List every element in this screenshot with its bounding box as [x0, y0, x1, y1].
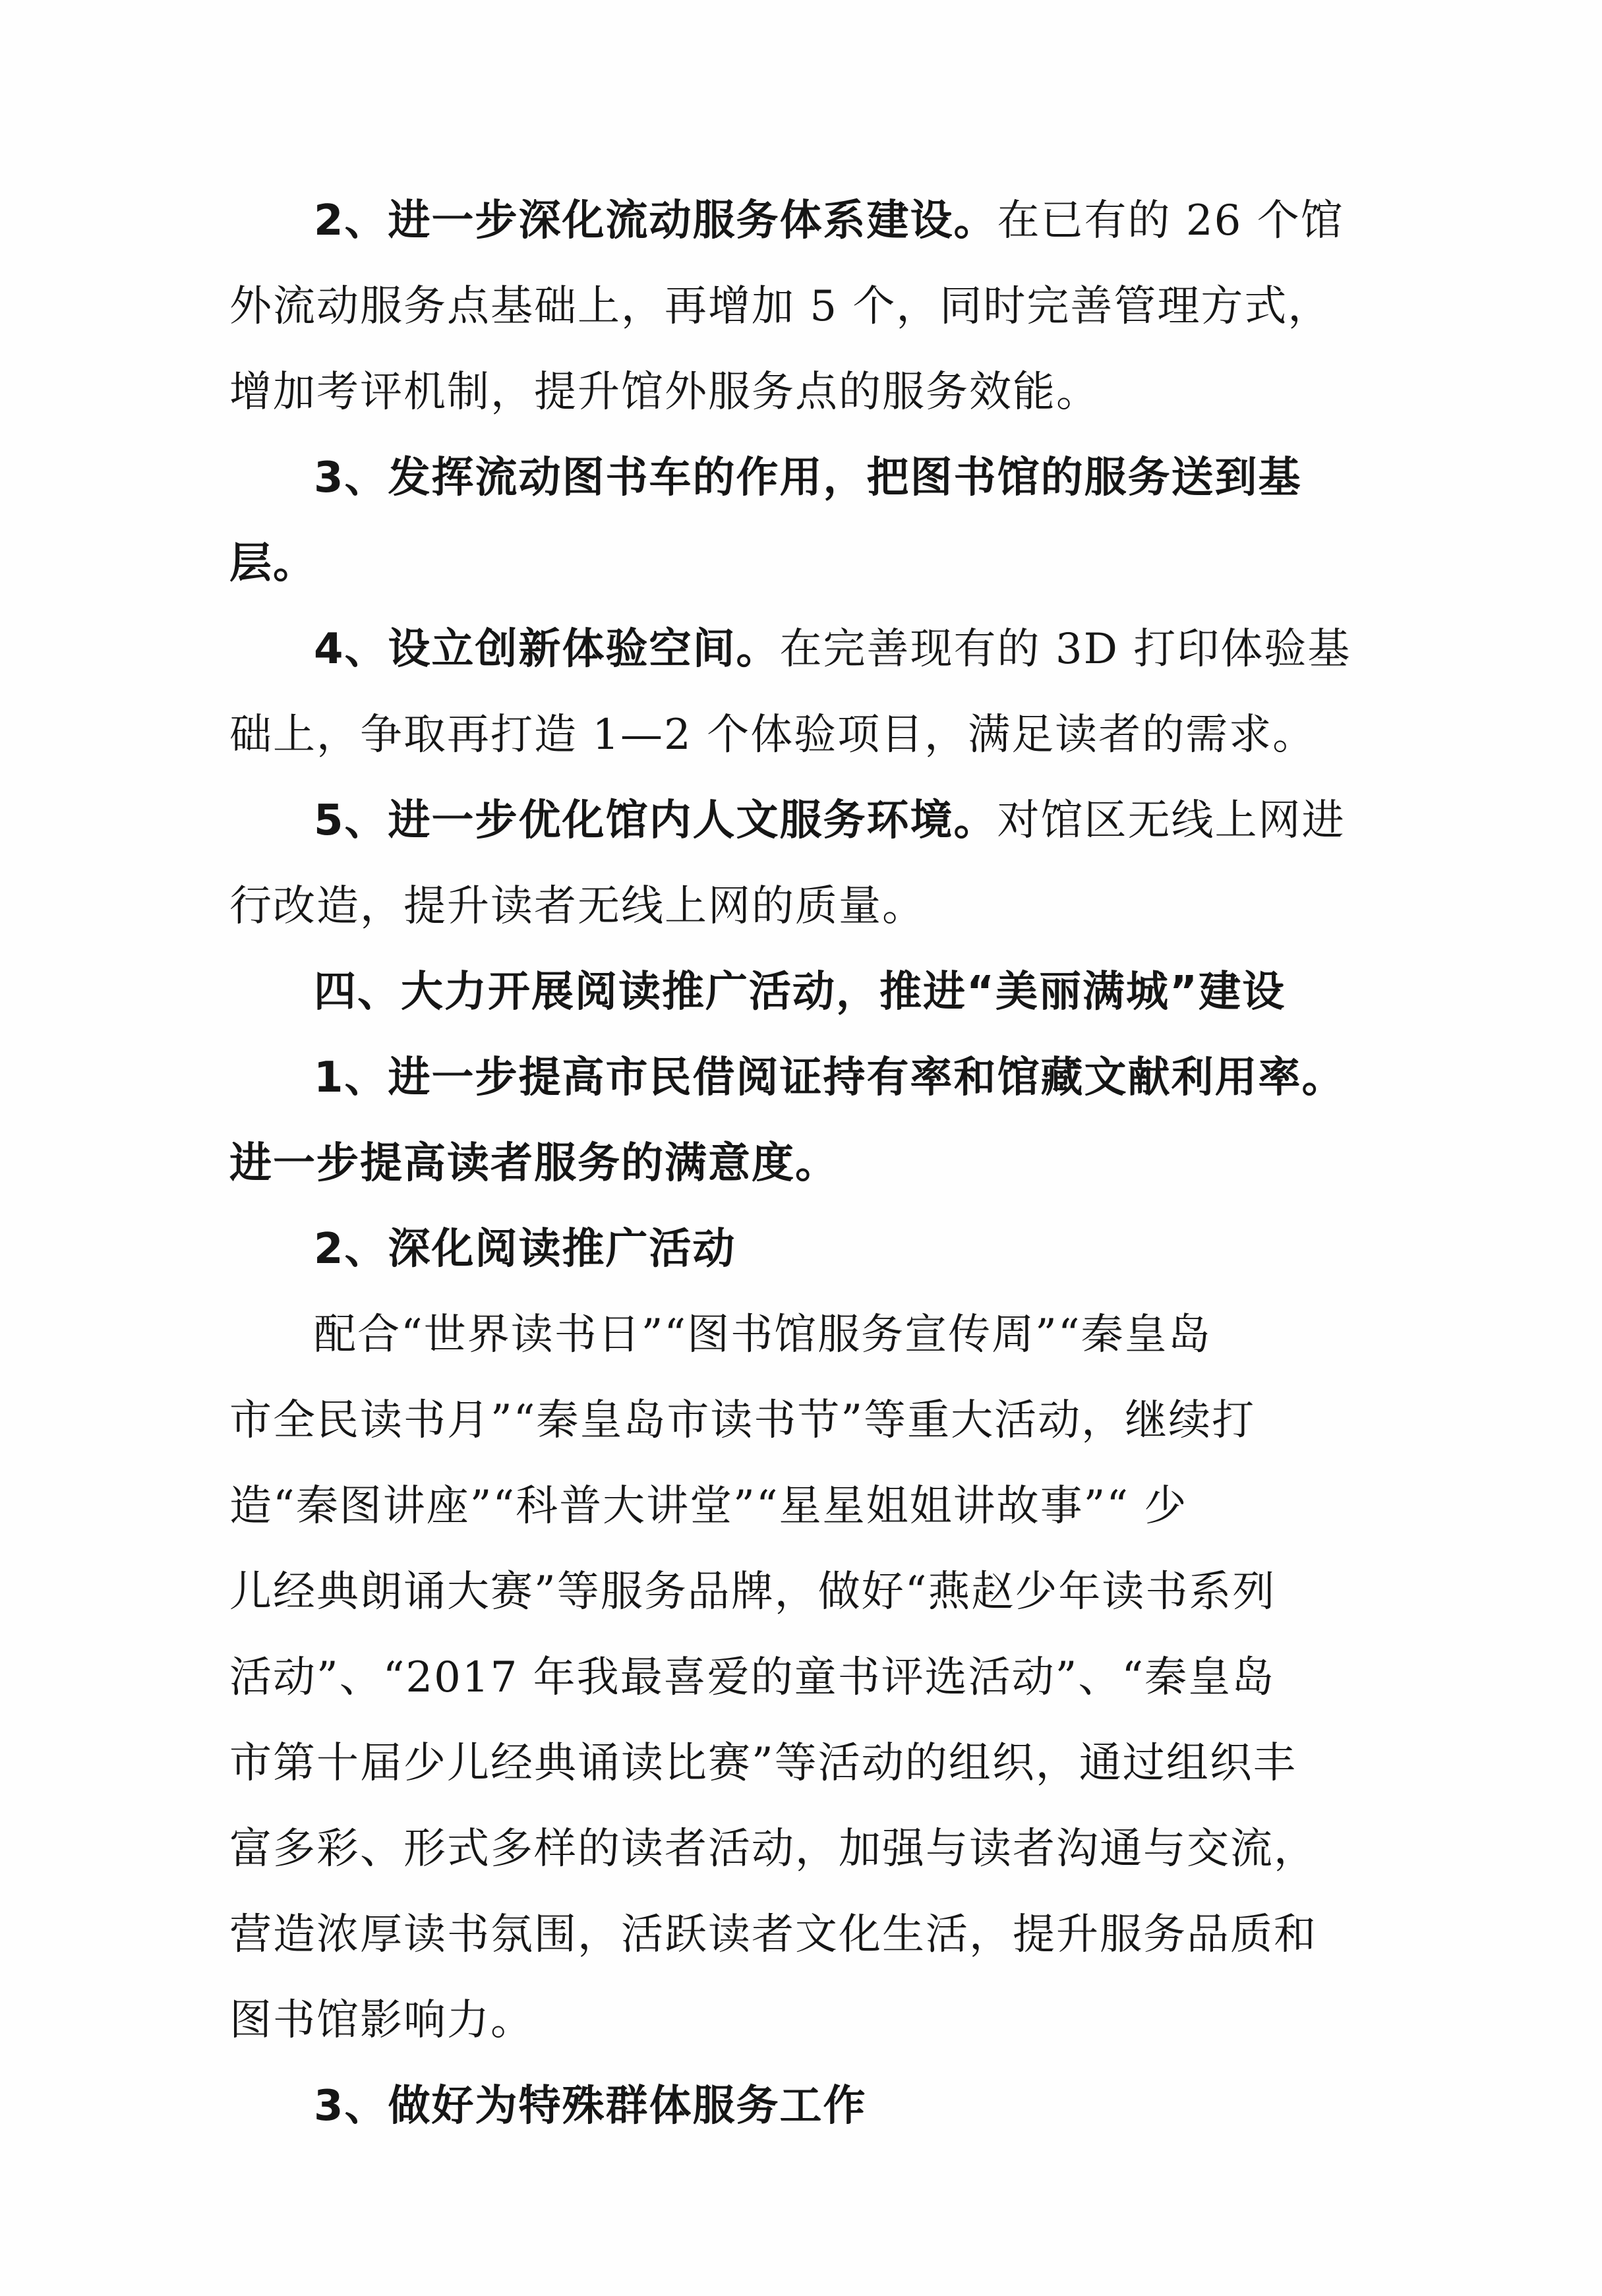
text-line: 对馆区无线上网进: [997, 796, 1346, 845]
text-line: 造“秦图讲座”“科普大讲堂”“星星姐姐讲故事”“ 少: [229, 1482, 1188, 1531]
paragraph-borrowing-rate: 1、进一步提高市民借阅证持有率和馆藏文献利用率。: [314, 1053, 1346, 1102]
heading-flow-service: 2、进一步深化流动服务体系建设。: [314, 196, 997, 245]
heading-innovation-space: 4、设立创新体验空间。: [314, 625, 780, 674]
document-body: [229, 178, 1377, 2149]
text-line: 在已有的 26 个馆: [997, 196, 1344, 245]
section-heading-reading-promotion: 四、大力开展阅读推广活动，推进“美丽满城”建设: [314, 968, 1286, 1016]
paragraph-environment: [229, 778, 1377, 864]
paragraph-innovation-space: [229, 606, 1377, 692]
text-line: 增加考评机制，提升馆外服务点的服务效能。: [229, 368, 1100, 417]
heading-environment: 5、进一步优化馆内人文服务环境。: [314, 796, 997, 845]
text-line: 外流动服务点基础上，再增加 5 个，同时完善管理方式，: [229, 282, 1332, 331]
paragraph-innovation-space-cont: [229, 692, 1377, 778]
text-line: 配合“世界读书日”“图书馆服务宣传周”“秦皇岛: [314, 1310, 1212, 1359]
text-line: 行改造，提升读者无线上网的质量。: [229, 882, 926, 931]
text-line: 础上，争取再打造 1—2 个体验项目，满足读者的需求。: [229, 711, 1317, 759]
heading-deepen-reading: 2、深化阅读推广活动: [314, 1225, 736, 1274]
text-line: 儿经典朗诵大赛”等服务品牌，做好“燕赵少年读书系列: [229, 1568, 1276, 1616]
text-line: 图书馆影响力。: [229, 1996, 534, 2045]
paragraph-borrowing-rate-cont: 进一步提高读者服务的满意度。: [229, 1139, 839, 1188]
paragraph-book-vehicle: 3、发挥流动图书车的作用，把图书馆的服务送到基层。: [229, 454, 1302, 588]
text-line: 市全民读书月”“秦皇岛市读书节”等重大活动，继续打: [229, 1396, 1256, 1445]
text-line: 营造浓厚读书氛围，活跃读者文化生活，提升服务品质和: [229, 1910, 1317, 1959]
text-line: 富多彩、形式多样的读者活动，加强与读者沟通与交流，: [229, 1825, 1317, 1873]
paragraph-environment-cont: [229, 864, 1377, 949]
paragraph-activities: [229, 1292, 1377, 1378]
paragraph-flow-service-cont: [229, 264, 1377, 435]
text-line: 活动”、“2017 年我最喜爱的童书评选活动”、“秦皇岛: [229, 1653, 1276, 1702]
text-line: 市第十届少儿经典诵读比赛”等活动的组织，通过组织丰: [229, 1739, 1297, 1788]
text-line: 在完善现有的 3D 打印体验基: [779, 625, 1351, 674]
paragraph-activities-cont: [229, 1378, 1377, 2063]
paragraph-flow-service: [229, 178, 1377, 264]
heading-special-groups: 3、做好为特殊群体服务工作: [314, 2082, 867, 2131]
